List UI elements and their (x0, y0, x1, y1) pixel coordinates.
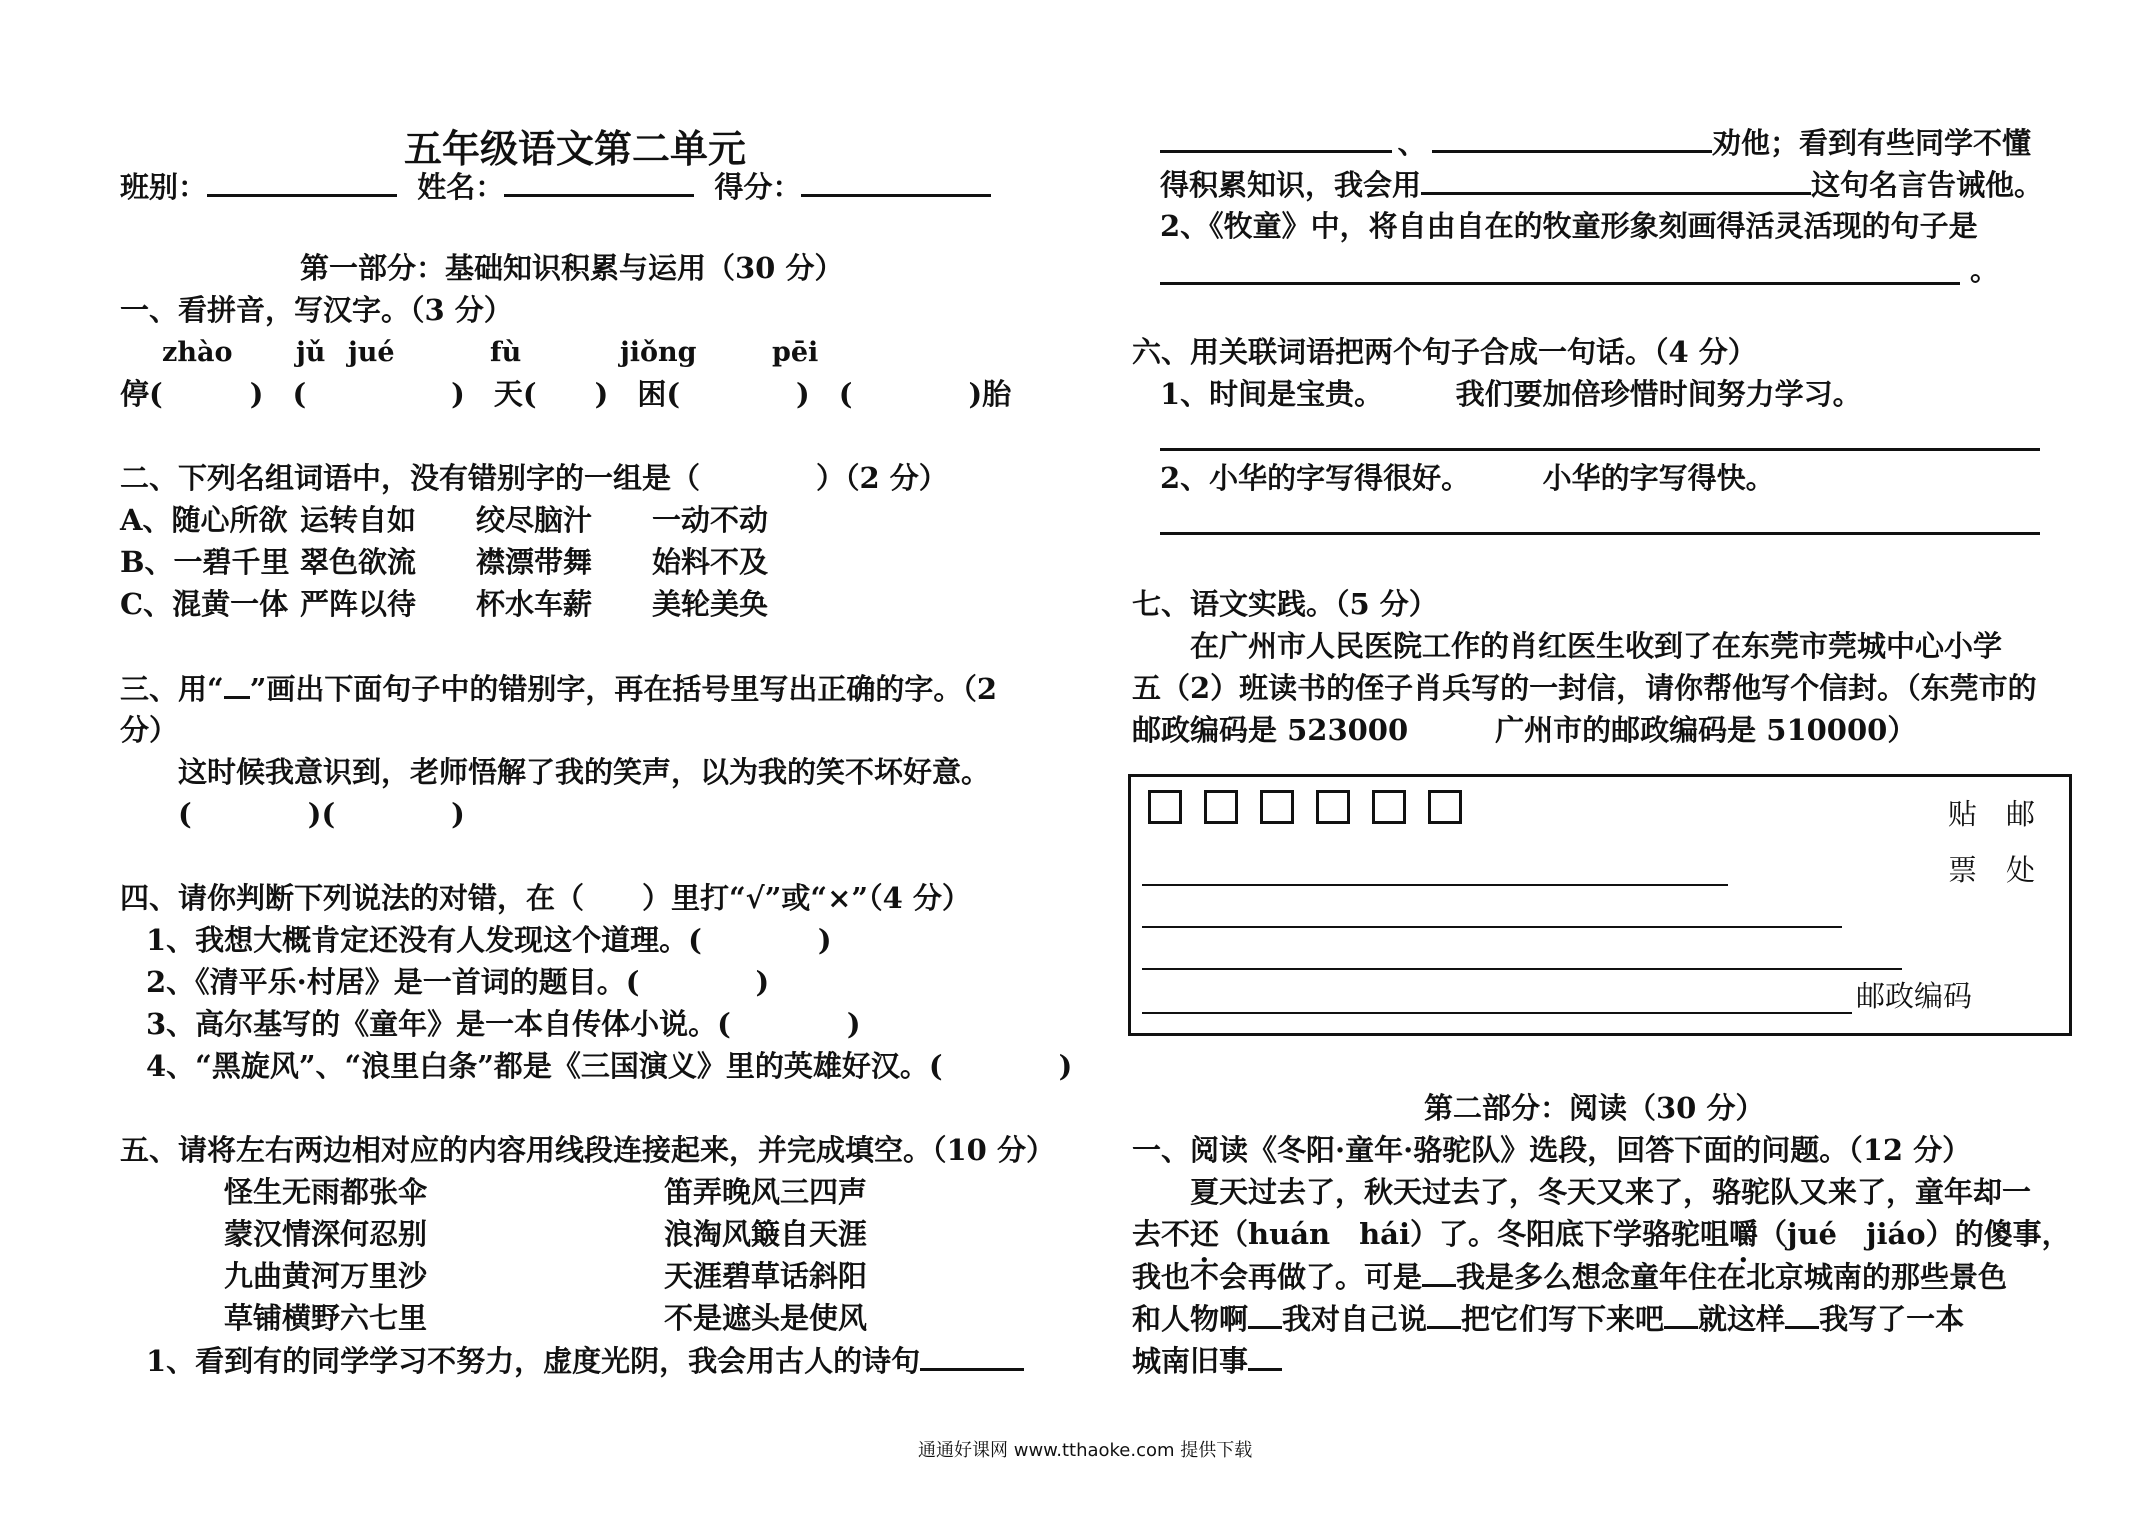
q4-item-1[interactable]: 1、我想大概肯定还没有人发现这个道理。( ) (146, 923, 832, 957)
q2-heading: 二、下列名组词语中，没有错别字的一组是（ ）（2 分） (120, 461, 948, 495)
q5-heading: 五、请将左右两边相对应的内容用线段连接起来，并完成填空。（10 分） (120, 1133, 1055, 1167)
footer-credit: 通通好课网 www.tthaoke.com 提供下载 (918, 1440, 1253, 1461)
q5-answer-line[interactable] (1160, 282, 1960, 285)
punct-blank-5[interactable] (1785, 1300, 1819, 1329)
class-label: 班别： (120, 170, 208, 204)
postcode-box-6[interactable] (1428, 790, 1462, 824)
name-label: 姓名： (417, 170, 505, 204)
text: 去不 (1132, 1217, 1191, 1251)
dotted-char: 嚼 (1728, 1217, 1758, 1251)
q3-sentence[interactable]: 这时候我意识到，老师悟解了我的笑声，以为我的笑不坏好意。 (178, 755, 991, 789)
q5-s1-cont: 劝他；看到有些同学不懂 (1712, 126, 2032, 160)
q5-blank-2[interactable] (1160, 124, 1392, 153)
postcode-label: 邮政编码 (1856, 979, 1973, 1013)
q6-sentence-2: 2、小华的字写得很好。 小华的字写得快。 (1160, 461, 1775, 495)
reading-line-3 (1132, 1258, 2007, 1295)
q5-right-2[interactable]: 浪淘风簸自天涯 (664, 1217, 868, 1251)
pinyin-fu: fù (490, 337, 522, 368)
pinyin-pei: pēi (772, 337, 819, 368)
stamp-label-2: 票 处 (1948, 853, 2036, 887)
q5-left-4[interactable]: 草铺横野六七里 (224, 1301, 428, 1335)
q5-s1-d: 得积累知识，我会用 (1160, 168, 1422, 202)
q3-heading-cont: 分） (120, 713, 179, 747)
q6-heading: 六、用关联词语把两个句子合成一句话。（4 分） (1132, 335, 1757, 369)
part1-title: 第一部分：基础知识积累与运用（30 分） (300, 251, 844, 285)
q3-heading-a: 三、用“ (120, 672, 224, 706)
text: 把它们写下来吧 (1461, 1302, 1665, 1336)
stamp-label-1: 贴 邮 (1948, 797, 2036, 831)
word: C、混黄一体 (120, 587, 289, 621)
pinyin-zhao: zhào (162, 337, 233, 368)
q7-para-1: 在广州市人民医院工作的肖红医生收到了在东莞市莞城中心小学 (1132, 629, 2003, 663)
word: 始料不及 (652, 545, 769, 579)
q2-option-c (120, 586, 768, 622)
text: 我也不会再做了。可是 (1132, 1260, 1423, 1294)
q6-answer-line-2[interactable] (1160, 532, 2040, 535)
q7-para-2: 五（2）班读书的侄子肖兵写的一封信，请你帮他写个信封。（东莞市的 (1132, 671, 2037, 705)
q5-blank-1[interactable] (920, 1342, 1024, 1371)
q4-item-3[interactable]: 3、高尔基写的《童年》是一本自传体小说。( ) (146, 1007, 861, 1041)
pinyin-ju: jǔ (296, 337, 326, 368)
postcode-box-3[interactable] (1260, 790, 1294, 824)
part2-title: 第二部分：阅读（30 分） (1424, 1091, 1765, 1125)
page-title: 五年级语文第二单元 (404, 126, 747, 171)
punct-blank-2[interactable] (1248, 1300, 1282, 1329)
envelope-line-4[interactable] (1142, 1012, 1852, 1014)
q4-heading: 四、请你判断下列说法的对错，在（ ）里打“√”或“×”（4 分） (120, 881, 971, 915)
q5-left-1[interactable]: 怪生无雨都张伞 (224, 1175, 428, 1209)
q5-right-1[interactable]: 笛弄晚风三四声 (664, 1175, 868, 1209)
q6-answer-line-1[interactable] (1160, 448, 2040, 451)
word: 运转自如 (300, 503, 417, 537)
q4-item-2[interactable]: 2、《清平乐·村居》是一首词的题目。( ) (146, 965, 770, 999)
reading-line-5 (1132, 1342, 1282, 1379)
class-field[interactable] (207, 168, 397, 197)
q3-heading (120, 670, 997, 707)
q7-heading: 七、语文实践。（5 分） (1132, 587, 1438, 621)
underline-sample (224, 670, 250, 699)
q1-answer-row[interactable]: 停( ) ( ) 天( ) 困( ) ( )胎 (120, 377, 1012, 411)
q5-blank-3[interactable] (1432, 124, 1712, 153)
q5-continued-1 (1160, 124, 2031, 161)
q6-sentence-1: 1、时间是宝贵。 我们要加倍珍惜时间努力学习。 (1160, 377, 1862, 411)
text: 我是多么想念童年住在北京城南的那些景色 (1456, 1260, 2008, 1294)
reading-line-4 (1132, 1300, 1964, 1337)
word: 绞尽脑汁 (476, 503, 593, 537)
punct-blank-1[interactable] (1422, 1258, 1456, 1287)
postcode-box-5[interactable] (1372, 790, 1406, 824)
word: A、随心所欲 (120, 503, 288, 537)
q5-right-4[interactable]: 不是遮头是使风 (664, 1301, 868, 1335)
word: B、一碧千里 (120, 545, 290, 579)
text: （jué jiáo）的傻事， (1757, 1217, 2071, 1251)
q5-s1-e: 这句名言告诫他。 (1811, 168, 2044, 202)
q5-continued-2 (1160, 166, 2043, 203)
text: 就这样 (1698, 1302, 1786, 1336)
q4-item-4[interactable]: 4、“黑旋风”、“浪里白条”都是《三国演义》里的英雄好汉。( ) (146, 1049, 1073, 1083)
q5-right-3[interactable]: 天涯碧草话斜阳 (664, 1259, 868, 1293)
postcode-box-1[interactable] (1148, 790, 1182, 824)
q5-left-2[interactable]: 蒙汉情深何忍别 (224, 1217, 428, 1251)
pinyin-jue: jué (348, 337, 395, 368)
q3-heading-b: ”画出下面句子中的错别字，再在括号里写出正确的字。（2 (249, 672, 998, 706)
score-field[interactable] (801, 168, 991, 197)
punct-blank-3[interactable] (1427, 1300, 1461, 1329)
q3-blanks[interactable]: ( )( ) (178, 797, 465, 831)
student-info-row (120, 168, 991, 205)
q5-left-3[interactable]: 九曲黄河万里沙 (224, 1259, 428, 1293)
q7-para-3: 邮政编码是 523000 广州市的邮政编码是 510000） (1132, 713, 1917, 747)
q2-option-b (120, 544, 768, 580)
dotted-char: 还 (1190, 1217, 1220, 1251)
q5-blank-4[interactable] (1421, 166, 1811, 195)
q5-s1-text: 1、看到有的同学学习不努力，虚度光阴，我会用古人的诗句 (146, 1344, 921, 1378)
envelope-line-3[interactable] (1142, 968, 1902, 970)
q5-sentence-2: 2、《牧童》中，将自由自在的牧童形象刻画得活灵活现的句子是 (1160, 209, 1978, 243)
word: 严阵以待 (300, 587, 417, 621)
text: （huán hái）了。冬阳底下学骆驼咀 (1219, 1217, 1729, 1251)
word: 襟漂带舞 (476, 545, 593, 579)
punct-blank-4[interactable] (1664, 1300, 1698, 1329)
reading-line-1: 夏天过去了，秋天过去了，冬天又来了，骆驼队又来了，童年却一 (1132, 1175, 2032, 1209)
q5-s2-end: 。 (1970, 253, 2000, 287)
text: 我对自己说 (1282, 1302, 1428, 1336)
envelope-line-1[interactable] (1142, 884, 1728, 886)
reading-heading: 一、阅读《冬阳·童年·骆驼队》选段，回答下面的问题。（12 分） (1132, 1133, 1972, 1167)
pinyin-jiong: jiǒng (620, 337, 697, 368)
q5-comma: 、 (1397, 126, 1427, 160)
score-label: 得分： (714, 170, 802, 204)
text: 和人物啊 (1132, 1302, 1249, 1336)
envelope-line-2[interactable] (1142, 926, 1842, 928)
word: 翠色欲流 (300, 545, 417, 579)
text: 我写了一本 (1819, 1302, 1965, 1336)
name-field[interactable] (504, 168, 694, 197)
word: 美轮美奂 (652, 587, 769, 621)
q5-sentence-1 (146, 1342, 1024, 1379)
q1-heading: 一、看拼音，写汉字。（3 分） (120, 293, 513, 327)
q2-option-a (120, 502, 768, 538)
punct-blank-6[interactable] (1248, 1342, 1282, 1371)
postcode-box-2[interactable] (1204, 790, 1238, 824)
text: 城南旧事 (1132, 1344, 1249, 1378)
word: 杯水车薪 (476, 587, 593, 621)
word: 一动不动 (652, 503, 769, 537)
postcode-box-4[interactable] (1316, 790, 1350, 824)
